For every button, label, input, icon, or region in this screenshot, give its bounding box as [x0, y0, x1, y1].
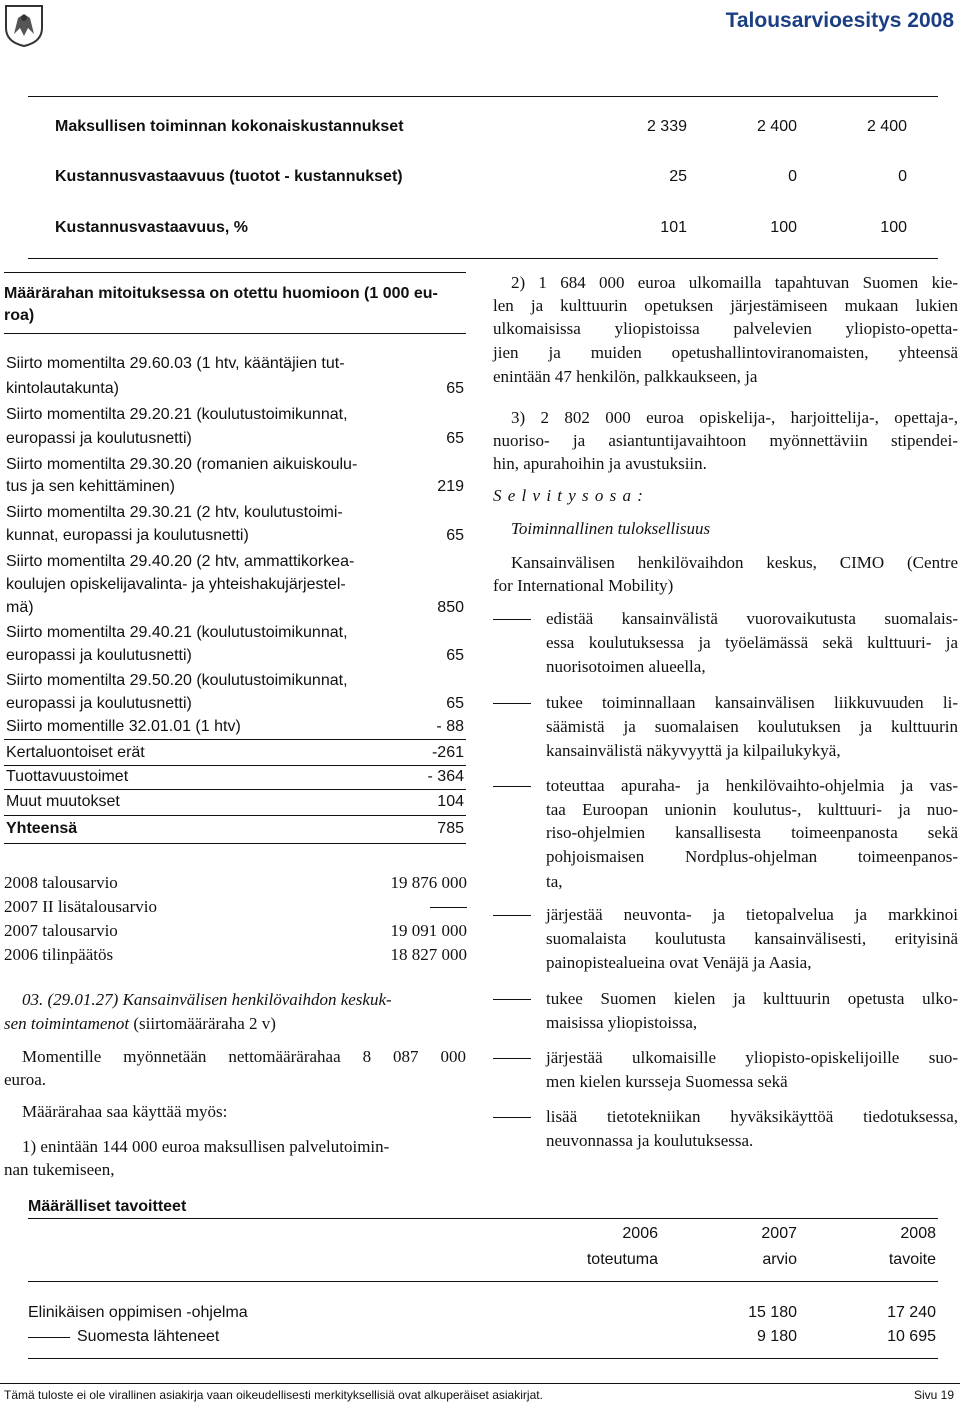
- top-table-rule: [28, 96, 938, 97]
- budget-label: 2007 talousarvio: [4, 921, 118, 940]
- intro-line: Kansainvälisen henkilövaihdon keskus, CIMO (Centre: [511, 553, 958, 572]
- item-text: Siirto momentilta 29.20.21 (koulutustoimikunnat,: [6, 406, 348, 423]
- cell-2007: 100: [770, 219, 797, 236]
- cell-2008: 100: [880, 219, 907, 236]
- bullet-line: tukee toiminnallaan kansainvälisen liikkuvuuden li-: [546, 693, 958, 712]
- bullet-line: säämistä ja suomalaisen koulutuksen ja kulttuurin: [546, 717, 958, 736]
- appropriation-rule-mid: [4, 333, 466, 334]
- item-text: Siirto momentilta 29.30.21 (2 htv, koulutustoimi-: [6, 504, 343, 521]
- total-value: 785: [437, 820, 464, 837]
- para-line: euroa.: [4, 1070, 47, 1089]
- budget-value: 19 091 000: [390, 921, 467, 940]
- item-text: Siirto momentilta 29.40.20 (2 htv, ammattikorkea-: [6, 553, 355, 570]
- item-value: 219: [437, 478, 464, 495]
- para-line: jien ja muiden opetushallintoviranomaisten, yhteensä: [493, 343, 958, 362]
- bullet-line: lisää tietotekniikan hyväksikäyttöä tiedotuksessa,: [546, 1107, 958, 1126]
- item-text: koulujen opiskelijavalinta- ja yhteishakujärjestel-: [6, 576, 346, 593]
- bullet-line: riso-ohjelmien kansallisesta toimeenpanosta sekä: [546, 823, 958, 842]
- item-value: 65: [446, 647, 464, 664]
- col-year: 2006: [622, 1225, 658, 1242]
- dash-bullet-icon: [493, 786, 531, 787]
- dash-bullet-icon: [493, 999, 531, 1000]
- page-number: Sivu 19: [913, 1388, 954, 1402]
- cell-2008: 2 400: [866, 118, 907, 135]
- item-text: Siirto momentille 32.01.01 (1 htv): [6, 718, 241, 735]
- budget-value: 19 876 000: [390, 873, 467, 892]
- coat-of-arms-logo: [4, 4, 44, 48]
- para-line: 2) 1 684 000 euroa ulkomailla tapahtuvan Suomen kie-: [511, 273, 958, 292]
- bullet-line: men kielen kursseja Suomessa sekä: [546, 1072, 788, 1091]
- item-text: Kertaluontoiset erät: [6, 744, 145, 761]
- col-kind: arvio: [762, 1251, 797, 1268]
- goals-rule-top: [28, 1218, 938, 1219]
- para-line: len ja kulttuurin opetuksen järjestämiseen mukaan lukien: [493, 296, 958, 315]
- section-type: (siirtomääräraha 2 v): [133, 1014, 276, 1033]
- top-table-rule-bottom: [28, 258, 938, 259]
- dash-bullet-icon: [28, 1337, 70, 1338]
- bullet-line: toteuttaa apuraha- ja henkilövaihto-ohjelmia ja vas-: [546, 776, 958, 795]
- para-line: hin, apurahoihin ja avustuksiin.: [493, 454, 707, 473]
- intro-line: for International Mobility): [493, 576, 674, 595]
- section-heading-line2: [4, 1013, 276, 1035]
- row-label: Maksullisen toiminnan kokonaiskustannukset: [55, 118, 404, 135]
- cell-2008: 17 240: [887, 1304, 936, 1321]
- budget-dash: [430, 907, 467, 908]
- goals-rule-bottom: [28, 1358, 938, 1359]
- item-text: kintolautakunta): [6, 380, 119, 397]
- budget-label: 2007 II lisätalousarvio: [4, 897, 157, 916]
- cell-2008: 0: [898, 168, 907, 185]
- selvitysosa-heading: S e l v i t y s o s a :: [493, 486, 644, 505]
- row-label: Suomesta lähteneet: [77, 1328, 220, 1345]
- item-value: - 88: [436, 718, 464, 735]
- para-line: enintään 47 henkilön, palkkaukseen, ja: [493, 367, 758, 386]
- subheading: Toiminnallinen tuloksellisuus: [511, 519, 711, 538]
- dash-bullet-icon: [493, 915, 531, 916]
- bullet-line: kansainvälistä näkyvyyttä ja kilpailukykyä,: [546, 741, 841, 760]
- dash-bullet-icon: [493, 703, 531, 704]
- item-text: Tuottavuustoimet: [6, 768, 129, 785]
- bullet-line: tukee Suomen kielen ja kulttuurin opetusta ulko-: [546, 989, 958, 1008]
- col-year: 2007: [761, 1225, 797, 1242]
- bullet-line: suomalaista koulutusta kansainvälisesti, erityisinä: [546, 929, 958, 948]
- item-text: europassi ja koulutusnetti): [6, 430, 192, 447]
- bullet-line: edistää kansainvälistä vuorovaikutusta suomalais-: [546, 609, 958, 628]
- cell-2008: 10 695: [887, 1328, 936, 1345]
- bullet-line: taa Euroopan unionin koulutus-, kulttuuri- ja nuo-: [546, 800, 958, 819]
- section-heading-line1: [22, 989, 392, 1011]
- page-title: Talousarvioesitys 2008: [725, 9, 954, 32]
- row-divider: [4, 789, 466, 790]
- bullet-line: maisissa yliopistoissa,: [546, 1013, 698, 1032]
- dash-bullet-icon: [493, 1117, 531, 1118]
- item-value: 104: [437, 793, 464, 810]
- item-text: Siirto momentilta 29.50.20 (koulutustoimikunnat,: [6, 672, 348, 689]
- item-value: 65: [446, 527, 464, 544]
- appropriation-heading-2: roa): [4, 307, 35, 324]
- bullet-line: nuorisotoimen alueella,: [546, 657, 706, 676]
- appropriation-heading-1: Määrärahan mitoituksessa on otettu huomioon (1 000 eu-: [4, 285, 438, 302]
- row-label: Elinikäisen oppimisen -ohjelma: [28, 1304, 248, 1321]
- para-line: nuoriso- ja asiantuntijavaihtoon myönnettäviin stipendei-: [493, 431, 958, 450]
- item-text: europassi ja koulutusnetti): [6, 647, 192, 664]
- budget-label: 2008 talousarvio: [4, 873, 118, 892]
- bullet-line: järjestää neuvonta- ja tietopalvelua ja markkinoi: [546, 905, 958, 924]
- para-line: Määrärahaa saa käyttää myös:: [22, 1102, 228, 1121]
- item-text: kunnat, europassi ja koulutusnetti): [6, 527, 249, 544]
- para-line: Momentille myönnetään nettomäärärahaa 8 087 000: [22, 1047, 466, 1066]
- bullet-line: järjestää ulkomaisille yliopisto-opiskelijoille suo-: [546, 1048, 958, 1067]
- section-number: 03. (29.01.27): [22, 990, 119, 1009]
- item-text: Siirto momentilta 29.60.03 (1 htv, kääntäjien tut-: [6, 355, 345, 372]
- para-line: ulkomaisissa yliopistoissa palvelevien yliopisto-opetta-: [493, 319, 958, 338]
- cell-2007: 0: [788, 168, 797, 185]
- row-divider: [4, 843, 466, 844]
- appropriation-rule-top: [4, 272, 466, 273]
- item-value: 65: [446, 380, 464, 397]
- item-text: Siirto momentilta 29.30.20 (romanien aikuiskoulu-: [6, 456, 358, 473]
- para-line: 1) enintään 144 000 euroa maksullisen palvelutoimin-: [22, 1137, 390, 1156]
- cell-2007: 15 180: [748, 1304, 797, 1321]
- row-label: Kustannusvastaavuus (tuotot - kustannukset): [55, 168, 403, 185]
- row-divider: [4, 739, 466, 740]
- item-text: mä): [6, 599, 34, 616]
- para-line: nan tukemiseen,: [4, 1160, 115, 1179]
- para-line: 3) 2 802 000 euroa opiskelija-, harjoittelija-, opettaja-,: [511, 408, 958, 427]
- budget-label: 2006 tilinpäätös: [4, 945, 114, 964]
- footer-rule: [0, 1383, 960, 1384]
- item-value: 65: [446, 430, 464, 447]
- item-text: Muut muutokset: [6, 793, 120, 810]
- item-value: - 364: [427, 768, 464, 785]
- dash-bullet-icon: [493, 619, 531, 620]
- bullet-line: painopistealueina ovat Venäjä ja Aasia,: [546, 953, 812, 972]
- item-value: -261: [431, 744, 464, 761]
- dash-bullet-icon: [493, 1058, 531, 1059]
- item-text: europassi ja koulutusnetti): [6, 695, 192, 712]
- cell-2006: 2 339: [646, 118, 687, 135]
- row-label: Kustannusvastaavuus, %: [55, 219, 248, 236]
- section-title-cont: sen toimintamenot: [4, 1014, 130, 1033]
- bullet-line: pohjoismaisen Nordplus-ohjelman toimeenpanos-: [546, 847, 958, 866]
- bullet-line: neuvonnassa ja koulutuksessa.: [546, 1131, 754, 1150]
- goals-title: Määrälliset tavoitteet: [28, 1198, 187, 1215]
- item-text: Siirto momentilta 29.40.21 (koulutustoimikunnat,: [6, 624, 348, 641]
- cell-2006: 25: [669, 168, 687, 185]
- goals-rule-mid: [28, 1281, 938, 1282]
- col-kind: tavoite: [888, 1251, 936, 1268]
- item-value: 850: [437, 599, 464, 616]
- footer-note: Tämä tuloste ei ole virallinen asiakirja vaan oikeudellisesti merkityksellisiä ovat alkuperäiset asiakirjat.: [4, 1388, 543, 1402]
- bullet-line: ta,: [546, 872, 563, 891]
- total-label: Yhteensä: [6, 820, 78, 837]
- budget-value: 18 827 000: [390, 945, 467, 964]
- cell-2006: 101: [660, 219, 687, 236]
- col-year: 2008: [900, 1225, 936, 1242]
- row-divider: [4, 815, 466, 816]
- bullet-line: essa koulutuksessa ja työelämässä sekä kulttuuri- ja: [546, 633, 958, 652]
- section-title: Kansainvälisen henkilövaihdon keskuk-: [122, 990, 392, 1009]
- cell-2007: 2 400: [756, 118, 797, 135]
- item-text: tus ja sen kehittäminen): [6, 478, 175, 495]
- col-kind: toteutuma: [586, 1251, 658, 1268]
- cell-2007: 9 180: [756, 1328, 797, 1345]
- item-value: 65: [446, 695, 464, 712]
